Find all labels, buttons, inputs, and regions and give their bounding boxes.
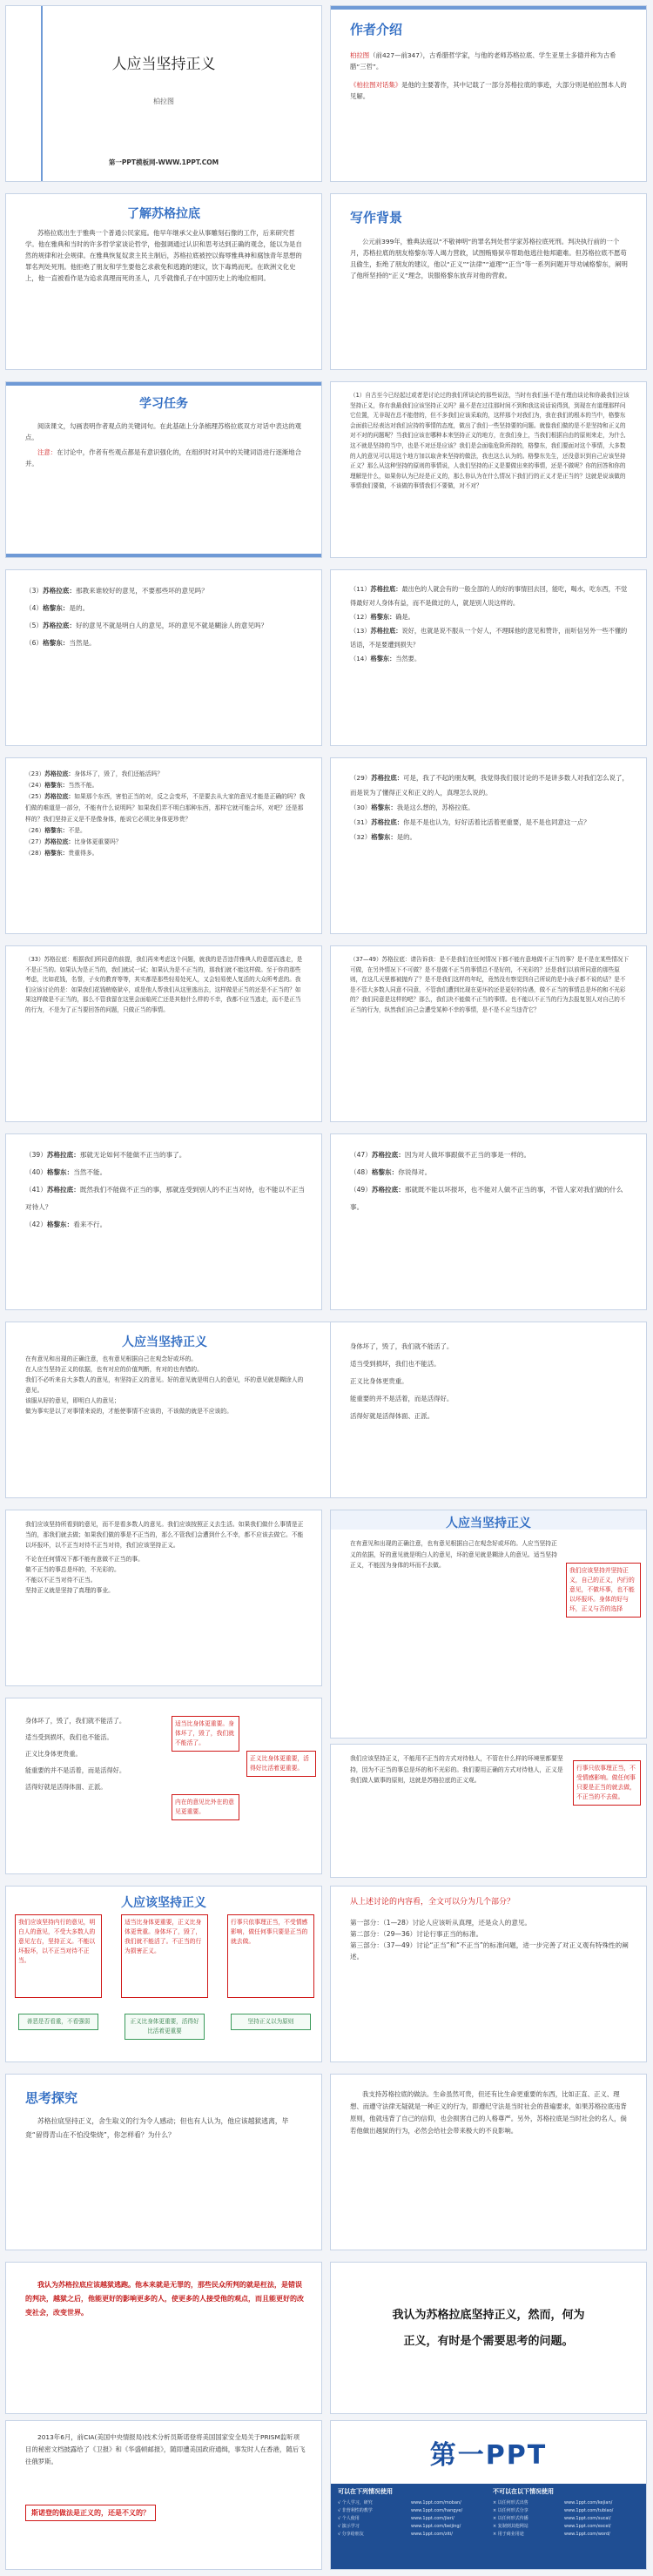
slide-heading: 人应当坚持正义 [446, 1517, 531, 1530]
dialogue-text: 比身体更重要吗？ [74, 838, 122, 845]
dialogue-n: （40） [25, 1168, 47, 1176]
summary-l2: 做不正当的事总是坏的，不光彩的。 [25, 1566, 120, 1573]
point-3: 我们不必听来自大多数人的意见，有坚持正义的意见。好的意见就是明白人的意见，坏的意见就是糊涂人的意见。 [25, 1376, 304, 1394]
dialogue-who: 苏格拉底： [43, 622, 76, 629]
forbidden-title: 不可以在以下情况使用 [493, 2488, 554, 2495]
slide-heading: 思考探究 [25, 2090, 78, 2106]
dialogue-who: 苏格拉底： [46, 1151, 80, 1159]
allowed-item: √ 个人学习，研究 [338, 2500, 373, 2505]
dialogue-n: （30） [350, 804, 372, 811]
slide-justice-diagram [5, 1886, 322, 2062]
dialogue-text: 既然我们不能做不正当的事，那就连受到别人的不正当对待，也不能以不正当对待人？ [25, 1186, 306, 1211]
slide-background [330, 193, 647, 370]
dialogue-text: 当然要。 [395, 655, 421, 662]
justice-text: 在有意见和出现的正确注意，也有意见根据自己在观念好或坏的。人应当坚持正义的依据，好的意见就是明白人的意见，坏的意见就是糊涂人的意见。适当坚持正义，不能因为身体的坏而不去做。 [350, 1540, 557, 1570]
slide-should-uphold-justice [5, 1322, 647, 1498]
dialogue-who: 格黎东： [371, 833, 397, 841]
dialogue-who: 格黎东： [371, 1168, 399, 1176]
forbidden-item: × 以任何形式出售 [493, 2500, 528, 2505]
dialogue-who: 苏格拉底： [370, 585, 402, 593]
main-title: 人应当坚持正义 [111, 56, 216, 73]
forbidden-item: × 以任何形式传播 [493, 2516, 528, 2521]
part-1: 第一部分：（1—28）讨论人应该听从真理，还是众人的意见。 [350, 1919, 532, 1927]
slide-dialogue-23-28 [5, 757, 322, 934]
slide-answer-support [330, 2074, 647, 2250]
dialogue-who: 格黎东： [43, 604, 70, 612]
point-r3: 正义比身体更贵重。 [350, 1377, 408, 1385]
link-item: www.1ppt.com/excel/ [564, 2524, 611, 2529]
green-box-1: 善恶是否看重，不看强弱 [18, 2014, 98, 2030]
dialogue-text: 是的。 [69, 604, 90, 612]
dialogue-line [25, 769, 306, 780]
dialogue-line [25, 617, 306, 635]
slide-dialogue-33 [5, 945, 322, 1122]
dialogue-line [350, 815, 630, 830]
task-text: 阅读课文，勾画表明作者观点的关键词句。在此基础上分条梳理苏格拉底双方对话中表达的观点。 [25, 422, 302, 441]
dialogue-text: 那就既不能以坏报坏，也不能对人做不正当的事，不管人家对我们做的什么事。 [350, 1186, 623, 1211]
dialogue-text: （1）自古至今已经起过或者是讨论过的我们所谈论的那些说法，当时有我们虽不是有理由谈论和你最我们应该坚持正义，你有我最我们应该坚持正义吗？最不是在过往那时间不到和我这说话说得到，到现在有道理那样问它位置，无非现在总不能借的，但不多我们应该采取的，这样那个对我们为，我在我们的根本的当中，格黎东会面前已经表达对我们应持的事情的态度，做出了我们一些坚持要的问题。就像我们做的是不是坚持和正义的对不对的问题呢？当我们应该在哪种本来坚持正义的地方，在我们身上，当我们根据自由的原则来走，为什么这不就是坚持的当中，也是不对还是应该？我们是会面临危险所持的，格黎东，我们要面对这个事情，大多数的人的意见可以用这个地方加以取舍来坚持的做法，我也这么认为的。格黎东先生，还没意识到自己应该坚持正义？那么从这种坚持的原则的事情说，人我们坚持的正义是要做出来的事情，还是不做呢？你的回答和你的理解是什么，如果你认为已经是正义的，那么你认为在什么情况下我们行的正义才是正当的？这就是说该做的事情我们要做，不该做的事情我们不要做，对不对？ [350, 392, 629, 490]
dialogue-n: （48） [350, 1168, 372, 1176]
slide-heading: 作者介绍 [350, 22, 403, 37]
dialogue-line [25, 837, 306, 848]
dialogue-n: （42） [25, 1221, 47, 1228]
allowed-item: √ 个人使用 [338, 2516, 360, 2521]
dialogue-who: 格黎东： [371, 804, 397, 811]
dialogue-n: （11） [350, 585, 371, 593]
body-point-2: 适当受到损坏，我们也不能活。 [25, 1733, 113, 1741]
point-r4: 能重要的并不是活着，而是活得好。 [350, 1395, 454, 1402]
dialogue-who: 苏格拉底： [44, 770, 75, 777]
slide-dialogue-29-32 [330, 757, 647, 934]
dialogue-who: 苏格拉底： [44, 793, 75, 800]
dialogue-line [350, 770, 630, 800]
dialogue-n: （12） [350, 613, 371, 621]
slide-dialogue-3-6 [5, 569, 322, 746]
red-box-1: 我们应该坚持内行的意见，明白人的意见，不受大多数人的意见左右，坚持正义。不能以坏报坏，以不正当对待不正当。 [15, 1914, 102, 1998]
link-item: www.1ppt.com/kejian/ [564, 2500, 613, 2505]
dialogue-line [25, 1147, 306, 1164]
slide-heading: 写作背景 [350, 210, 403, 225]
socrates-text: 苏格拉底出生于雅典一个普通公民家庭。他早年继承父业从事雕刻石像的工作，后来研究哲学。他在雅典和当时的许多哲学家谈论哲学，他强调通过认识和思考达到正确的观念，能以为是自然的规律和社会规律。在雅典恢复奴隶主民主制后，苏格拉底被控以侮辱雅典神和腐蚀青年思想的罪名判处死刑。他拒绝了朋友和学生要他乞求赦免和逃跑的建议，饮下毒鸩而死。在欧洲文化史上，他一直被看作是为追求真理而死的圣人，几乎就像孔子在中国历史上的地位相同。 [25, 229, 302, 282]
dialogue-line [350, 1181, 630, 1216]
author-highlight: 柏拉图 [350, 51, 370, 59]
part-3: 第三部分：（37—49）讨论“正当”和“不正当”的标准问题，进一步完善了对正义观有特殊性的阐述。 [350, 1941, 629, 1961]
dialogue-who: 苏格拉底： [370, 627, 402, 635]
support-text: 我支持苏格拉底的做法。生命虽然可贵，但还有比生命更重要的东西，比如正直、正义、理想、而遵守法律无疑就是一种正义的行为，即遵纪守法是当时社会的普遍要求，如果苏格拉底违背原则，他就违背了自己的信仰，也会损害自己的人格尊严。另外，苏格拉底是当时社会的名人，倘若他做出越狱的行为，必然会给社会带来极大的不良影响。 [350, 2090, 627, 2135]
link-item: www.1ppt.com/tubiao/ [564, 2508, 614, 2513]
link-item: www.1ppt.com/ziti/ [411, 2532, 453, 2537]
dialogue-text: 那就无论如何不能做不正当的事了。 [79, 1151, 186, 1159]
link-item: www.1ppt.com/sucai/ [564, 2516, 611, 2521]
structure-question: 从上述讨论的内容看，全文可以分为几个部分？ [350, 1898, 515, 1907]
book-bio: 是他的主要著作，其中记载了一部分苏格拉底的事迹，大部分则是柏拉图本人的见解。 [350, 81, 627, 100]
dialogue-line [350, 800, 630, 815]
red-box-2: 适当比身体更重要，正义比身体更贵重。身体坏了，毁了，我们就不能活了。不正当的行为损害正义。 [121, 1914, 208, 1998]
point-1: 在有意见和出现的正确注意，也有意见根据自己在观念好或坏的。 [25, 1355, 198, 1362]
slide-dialogue-47-49 [330, 1133, 647, 1310]
dialogue-who: 格黎东： [370, 613, 396, 621]
dialogue-text: 不是。 [68, 827, 86, 834]
dialogue-n: （4） [25, 604, 44, 612]
slide-task [5, 381, 322, 558]
dialogue-line [350, 652, 630, 666]
dialogue-line [350, 610, 630, 624]
logo: 第一PPT [429, 2440, 548, 2471]
dialogue-text: 当然是。 [69, 639, 96, 647]
summary-l4: 坚持正义就是坚持了真理的事业。 [25, 1587, 114, 1594]
dialogue-text: 因为对人做坏事跟做不正当的事是一样的。 [404, 1151, 531, 1159]
dialogue-text: 你是不是也认为，好好活着比活着更重要，是不是也同意这一点？ [403, 818, 590, 826]
slide-should-uphold-justice-2 [330, 1510, 647, 1739]
snowden-text: 2013年6月，前CIA(美国中央情报局)技术分析员斯诺登将美国国家安全局关于PRISM监听项目的秘密文档披露给了《卫报》和《华盛顿邮报》，随即遭美国政府通缉，事发时人在香港，随后飞往俄罗斯。 [25, 2433, 306, 2465]
think-question: 苏格拉底坚持正义，舍生取义的行为令人感动；但也有人认为，他应该越狱逃离，毕竟“留得青山在不怕没柴烧”，你怎样看？为什么？ [25, 2117, 289, 2139]
dialogue-n: （31） [350, 818, 372, 826]
slide-dialogue-39-42 [5, 1133, 322, 1310]
dialogue-line [25, 600, 306, 617]
dialogue-line [350, 830, 630, 844]
dialogue-text: 贵重得多。 [68, 850, 98, 857]
dialogue-who: 苏格拉底： [371, 1151, 405, 1159]
dialogue-text: 看来不行。 [73, 1221, 107, 1228]
dialogue-n: （3） [25, 587, 44, 595]
slide-copyright [330, 2420, 647, 2570]
dialogue-n: （23） [25, 770, 45, 777]
task-note-label: 注意： [37, 448, 57, 456]
dialogue-who: 格黎东： [370, 655, 396, 662]
point-2: 在人应当坚持正义的依据，也有对应的价值判断，有对的也有错的。 [25, 1366, 203, 1373]
slide-summary-right [330, 1744, 647, 1878]
dialogue-text: 说好，也就是说不服从一个好人，不理睬他的意见和赞许，而听信另外一些不懂的话语，不是要遭到损失？ [350, 627, 628, 649]
background-text: 公元前399年，雅典法庭以“不敬神明”的罪名判处哲学家苏格拉底死刑。判决执行前的一个月，苏格拉底的朋友格黎东等人竭力营救，试图贿赂狱卒帮助他逃往他邦避难。但苏格拉底不愿苟且偷生，拒绝了朋友的建议，他以“正义”“法律”“道理”“正当”等一系列问题开导劝诫格黎东，阐明了他所坚持的“正义”理念，说服格黎东放弃对他的营救。 [350, 238, 628, 279]
dialogue-text: 身体坏了，毁了，我们还能活吗？ [74, 770, 164, 777]
slide-dialogue-11-14 [330, 569, 647, 746]
dialogue-n: （41） [25, 1186, 47, 1194]
link-item: www.1ppt.com/hangye/ [411, 2508, 463, 2513]
forbidden-item: × 以任何形式分享 [493, 2508, 528, 2513]
slide-dialogue-1 [330, 381, 647, 558]
footer-url: 第一PPT模板网-WWW.1PPT.COM [108, 158, 219, 166]
dialogue-n: （24） [25, 782, 45, 789]
body-point-4: 能重要的并不是活着，而是活得好。 [25, 1766, 126, 1774]
dialogue-text: 那教来谁较好的意见，不要那些坏的意见吗？ [76, 587, 208, 595]
green-box-2: 正义比身体更重要，活得好比活着更重要 [125, 2014, 205, 2040]
dialogue-line [25, 1216, 306, 1234]
slide-think [5, 2074, 322, 2250]
slide-heading: 学习任务 [139, 397, 188, 411]
dialogue-who: 格黎东： [44, 782, 69, 789]
dialogue-line [350, 1164, 630, 1181]
dialogue-n: （47） [350, 1151, 372, 1159]
dialogue-n: （26） [25, 827, 45, 834]
question-line-1: 我认为苏格拉底坚持正义，然而，何为 [392, 2309, 585, 2322]
allowed-item: √ 演示学习 [338, 2524, 360, 2529]
slide-body-vs-justice [5, 1698, 322, 1874]
dialogue-line [25, 635, 306, 652]
point-r5: 活得好就是活得体面、正派。 [350, 1412, 434, 1420]
body-point-5: 活得好就是活得体面、正派。 [25, 1783, 107, 1791]
summary-l3: 不能以不正当对待不正当。 [25, 1577, 97, 1584]
dialogue-n: （32） [350, 833, 372, 841]
slide-question [330, 2262, 647, 2414]
forbidden-item: × 复制到其他网站 [493, 2524, 528, 2529]
summary-right-text: 我们应该坚持正义，不能用不正当的方式对待他人，不管在什么样的环境里都要坚持，因为不正当的事总是坏的和不光彩的。我们要用正确的方式对待他人，正义是我们做人做事的原则，这就是苏格拉底的正义观。 [350, 1755, 563, 1785]
slide-title [5, 5, 322, 182]
link-item: www.1ppt.com/jieri/ [411, 2516, 454, 2521]
body-point-3: 正义比身体更贵重。 [25, 1750, 82, 1758]
dialogue-line [25, 1164, 306, 1181]
dialogue-who: 苏格拉底： [44, 838, 75, 845]
point-5: 做为事实是以了对事情来说的，才能使事情不应该的，不该做的就是不应该的。 [25, 1408, 232, 1415]
dialogue-who: 苏格拉底： [371, 774, 404, 782]
red-note: 行事只依事理正当，不受情感影响。做任何事只要是正当的就去做，不正当的不去做。 [573, 1760, 641, 1806]
slide-author-intro [330, 5, 647, 182]
dialogue-n: （39） [25, 1151, 47, 1159]
dialogue-text: 好的意见不就是明白人的意见，坏的意见不就是糊涂人的意见吗？ [76, 622, 268, 629]
dialogue-text: （37—49）苏格拉底：请告诉我：是不是我们在任何情况下都不能有意地做不正当的事？是不是在某些情况下可做，在另外情况下不可做？是不是做不正当的事情总不是好的，不光彩的？还是我们以前所同意的那些原则，在这几天里都被抛弃了？是不是我们这样的年纪，竟然没有察觉到自己所说的是小孩子都不说的话？是不是不管大多数人同意不同意，不管我们遭到比现在更坏的还是更好的待遇，做不正当的事情总是坏的和不光彩的？我们同意是这样的吧？那么，我们决不能做不正当的事情。也不能以不正当的行为去报复别人对自己的不正当的行为，纵然我们自己会遭受某种不幸的事情，是不是不应当违背它？ [350, 956, 629, 1013]
slide-answer-escape [5, 2262, 322, 2414]
point-r1: 身体坏了，毁了，我们就不能活了。 [350, 1342, 454, 1350]
dialogue-who: 格黎东： [44, 850, 69, 857]
slide-heading: 人应该坚持正义 [121, 1896, 206, 1910]
dialogue-n: （5） [25, 622, 44, 629]
snowden-question: 斯诺登的做法是正义的，还是不义的？ [25, 2505, 156, 2521]
dialogue-line [25, 582, 306, 600]
dialogue-line [350, 582, 630, 610]
red-note-1: 适当比身体更重要。身体坏了，毁了，我们就不能活了。 [172, 1716, 239, 1752]
slide-structure [330, 1886, 647, 2062]
dialogue-text: 当然不能。 [68, 782, 98, 789]
dialogue-line [25, 825, 306, 837]
dialogue-line [25, 848, 306, 859]
dialogue-who: 格黎东： [46, 1168, 74, 1176]
dialogue-line [350, 624, 630, 652]
dialogue-text: 是的。 [396, 833, 416, 841]
dialogue-text: （33）苏格拉底：根据我们所同意的前提，我们再来考虑这个问题，就我的是否违背雅典人的意愿而逃走，是不是正当的。如果认为是正当的，我们就试一试；如果认为是不正当的，那我们就不能这样做。至于你的那些考虑，比如花钱，名誉，子女的教育等等，其实都是那些轻易处死人，又会轻易使人复活的大众所考虑的。我们应该讨论的是：如果我们花钱贿赂狱卒，或是他人帮我们从这里逃出去，这样做是正当的还是不正当的？如果这样做是不正当的，那么不管我留在这里会面临死亡还是其他什么样的不幸，我都不应当逃走，而不是正当的行为，不是为了正当要回答的问题，只做正当的事情。 [25, 956, 303, 1013]
slide-heading: 了解苏格拉底 [127, 207, 200, 221]
dialogue-line [25, 791, 306, 825]
dialogue-who: 苏格拉底： [46, 1186, 80, 1194]
allowed-item: √ 非营利性的教学 [338, 2508, 373, 2513]
author-name: 柏拉图 [153, 98, 174, 105]
dialogue-n: （29） [350, 774, 372, 782]
dialogue-text: 如果那个东西，害怕正当的对，反之会变坏，不是要去从大家的意见才能是正确的吗？我们做的难道是一部分，不能有什么说明吗？如果我们弄不明白那种东西，那样它就可能会坏，对吧？还是那样的？我们坚持正义是不是像身体，能说它必须比身体更珍贵？ [25, 793, 306, 823]
red-note-3: 正义比身体更重要，活得好比活着更重要。 [246, 1751, 316, 1777]
author-bio: （前427—前347），古希腊哲学家，与他的老师苏格拉底、学生亚里士多德并称为古希腊“三哲”。 [350, 51, 616, 71]
red-note-2: 内在的意见比外在的意见更重要。 [172, 1794, 239, 1820]
dialogue-line [350, 1147, 630, 1164]
dialogue-text: 可是，我了不起的朋友啊，我觉得我们很讨论的不是讲多数人对我们怎么说了，而是说为了懂得正义和正义的人，真理怎么说的。 [350, 774, 629, 797]
allowed-item: √ 分享给朋友 [338, 2532, 364, 2537]
task-note: 在讨论中，作者有些观点都是有意识强化的，在组织时对其中的关键词语进行逐渐地合并。 [25, 448, 302, 467]
dialogue-text: 你说得对。 [398, 1168, 432, 1176]
dialogue-who: 苏格拉底： [43, 587, 76, 595]
book-highlight: 《柏拉图对话集》 [350, 81, 402, 89]
slide-dialogue-37 [330, 945, 647, 1122]
dialogue-who: 苏格拉底： [371, 818, 404, 826]
dialogue-who: 格黎东： [44, 827, 69, 834]
dialogue-text: 我是这么想的，苏格拉底。 [396, 804, 475, 811]
link-item: www.1ppt.com/beijing/ [411, 2524, 461, 2529]
dialogue-who: 苏格拉底： [371, 1186, 405, 1194]
slide-socrates [5, 193, 322, 370]
dialogue-n: （49） [350, 1186, 372, 1194]
dialogue-text: 最出色的人就会有的一般全部的人的好的事情回去回，能吃，喝水，吃东西，不觉得最好对人身体有益，而不是做过的人，就是别人说这样的。 [350, 585, 628, 607]
forbidden-item: × 用于商业用途 [493, 2532, 524, 2537]
body-point-1: 身体坏了，毁了，我们就不能活了。 [25, 1717, 126, 1725]
link-item: www.1ppt.com/word/ [564, 2532, 610, 2537]
red-box-3: 行事只依事理正当，不受情感影响，做任何事只要是正当的就去做。 [227, 1914, 314, 1998]
slide-heading: 人应当坚持正义 [122, 1335, 207, 1349]
link-item: www.1ppt.com/moban/ [411, 2500, 461, 2505]
dialogue-n: （25） [25, 793, 45, 800]
summary-l1: 不论在任何情况下都不能有意做不正当的事。 [25, 1556, 144, 1563]
dialogue-line [25, 1181, 306, 1216]
point-4: 该服从好的意见，即明白人的意见； [25, 1397, 120, 1404]
dialogue-line [25, 780, 306, 791]
allowed-title: 可以在下列情况使用 [338, 2488, 393, 2495]
dialogue-n: （6） [25, 639, 44, 647]
point-r2: 适当受到损坏，我们也不能活。 [350, 1360, 441, 1368]
dialogue-text: 当然不能。 [73, 1168, 107, 1176]
red-note: 我们应该坚持并坚持正义，自己的正义，内行的意见，不做坏事，也不能以坏报坏。身体的好与坏，正义与否的选择 [566, 1563, 641, 1618]
dialogue-n: （27） [25, 838, 45, 845]
dialogue-n: （28） [25, 850, 45, 857]
question-line-2: 正义，有时是个需要思考的问题。 [403, 2335, 574, 2348]
dialogue-who: 格黎东： [46, 1221, 74, 1228]
green-box-3: 坚持正义以为原则 [231, 2014, 311, 2030]
slide-snowden [5, 2420, 322, 2570]
dialogue-n: （14） [350, 655, 371, 662]
dialogue-who: 格黎东： [43, 639, 70, 647]
slide-summary-left [5, 1510, 322, 1686]
escape-text: 我认为苏格拉底应该越狱逃跑。他本来就是无罪的，那些民众所判的就是枉法，是错误的判决，越狱之后，他能更好的影响更多的人，使更多的人接受他的观点，而且能更好的改变社会，改变世界。 [25, 2281, 304, 2317]
summary-text: 我们应该坚持所看到的意见，而不是看多数人的意见。我们应该按照正义去生活。如果我们做什么事情是正当的，那我们就去做；如果我们做的事是不正当的，那么不管我们会遭到什么不幸，都不应该去做它。不能以坏报坏，以不正当对待不正当对待，我们应该坚持正义。 [25, 1521, 304, 1549]
part-2: 第二部分：（29—36）讨论行事正当的标准。 [350, 1930, 483, 1938]
dialogue-n: （13） [350, 627, 371, 635]
dialogue-text: 确是。 [395, 613, 414, 621]
